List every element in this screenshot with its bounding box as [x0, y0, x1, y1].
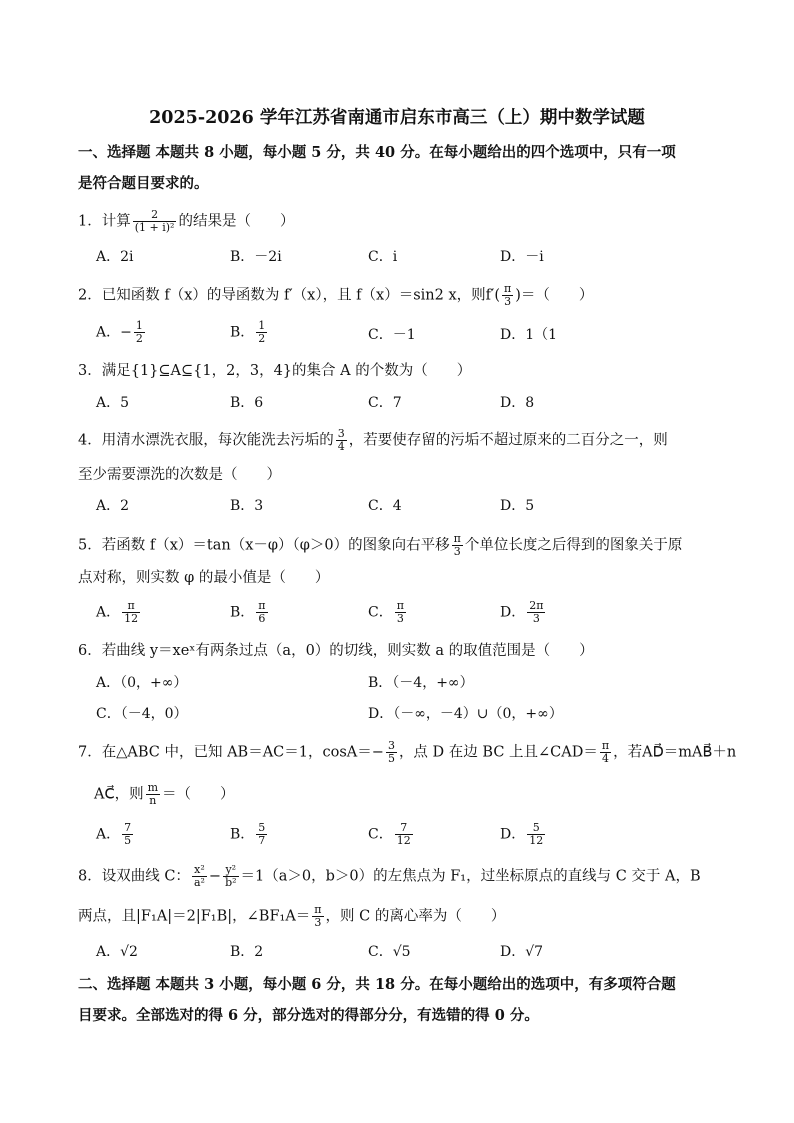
question-5: 5．若函数 f（x）＝tan（x－φ）（φ＞0）的图象向右平移 $\frac{\pi}{3}$ 个单位长度之后得到的图象关于原: [78, 532, 683, 558]
q2-suffix: )＝（ ）: [515, 287, 594, 304]
q1-prefix: 1．计算: [78, 213, 131, 230]
q7-option-c: C． $\frac{7}{12}$: [368, 821, 411, 847]
q3-option-d: D．8: [500, 395, 535, 411]
section2-heading-line2: 目要求。全部选对的得 6 分，部分选对的得部分分，有选错的得 0 分。: [78, 1007, 539, 1024]
q8-fraction-y: $\frac{\text{y²}}{\text{b²}}$: [225, 863, 237, 889]
question-6: 6．若曲线 y＝xeˣ有两条过点（a，0）的切线，则实数 a 的取值范围是（ ）: [78, 643, 594, 659]
q3-option-b: B．6: [230, 395, 264, 411]
q8-option-a: A．√2: [96, 944, 138, 960]
question-3: 3．满足{1}⊆A⊆{1，2，3，4}的集合 A 的个数为（ ）: [78, 363, 472, 379]
question-7-line2: AC⃗，则 $\frac{m}{n}$ ＝（ ）: [94, 781, 235, 807]
section1-heading-line1: 一、选择题 本题共 8 小题，每小题 5 分，共 40 分。在每小题给出的四个选项中，只有一项: [78, 144, 676, 161]
question-4-line2: 至少需要漂洗的次数是（ ）: [78, 467, 281, 483]
q7-option-a: A． $\frac{7}{5}$: [96, 821, 132, 847]
q7-option-b: B． $\frac{5}{7}$: [230, 821, 266, 847]
q1-option-d: D．－i: [500, 249, 544, 265]
q8-option-b: B．2: [230, 944, 264, 960]
q2-option-d: D．1（1: [500, 327, 558, 343]
q1-suffix: 的结果是（ ）: [178, 213, 295, 230]
page-title: 2025-2026 学年江苏省南通市启东市高三（上）期中数学试题: [149, 108, 645, 128]
q2-option-a: A．− $\frac{1}{2}$: [96, 319, 143, 345]
question-2: [78, 283, 593, 308]
q5-fraction: $\frac{\pi}{3}$: [453, 532, 461, 558]
question-5-line2: 点对称，则实数 φ 的最小值是（ ）: [78, 570, 330, 586]
q2-fraction: $\frac{\pi}{3}$: [503, 282, 512, 308]
q2-text: 2．已知函数 f（x）的导函数为 f′（x），且 f（x）＝sin2 x，则f′(: [78, 287, 500, 304]
q5-option-a: A． $\frac{\pi}{12}$: [96, 599, 139, 625]
section1-heading-line2: 是符合题目要求的。: [78, 175, 209, 192]
q6-option-a: A．（0，+∞）: [96, 675, 188, 691]
q1-option-a: A．2i: [96, 249, 134, 265]
q4-option-b: B．3: [230, 498, 264, 514]
question-1: [78, 209, 294, 234]
q4-option-d: D．5: [500, 498, 535, 514]
q8-option-d: D．√7: [500, 944, 544, 960]
question-7: 7．在△ABC 中，已知 AB＝AC＝1，cosA＝− $\frac{3}{5}$ ，点 D 在边 BC 上且∠CAD＝ $\frac{\pi}{4}$ ，若AD⃗＝mAB⃗＋n: [78, 739, 737, 765]
q4-fraction: $\frac{3}{4}$: [337, 427, 345, 453]
q7-fraction-mn: $\frac{m}{n}$: [147, 781, 159, 807]
q7-fraction-angle: $\frac{\pi}{4}$: [601, 739, 610, 765]
question-4: 4．用清水漂洗衣服，每次能洗去污垢的 $\frac{3}{4}$ ，若要使存留的污垢不超过原来的二百分之一，则: [78, 427, 668, 453]
q2-option-c: C．－1: [368, 327, 416, 343]
q1-option-c: C．i: [368, 249, 398, 265]
q7-option-d: D． $\frac{5}{12}$: [500, 821, 544, 847]
q5-option-c: C． $\frac{\pi}{3}$: [368, 599, 404, 625]
q6-option-c: C．（－4，0）: [96, 706, 188, 722]
question-8: 8．设双曲线 C： $\frac{\text{x²}}{\text{a²}}$ − $\frac{\text{y²}}{\text{b²}}$ ＝1（a＞0，b＞0）的左焦点为 F₁，过坐标原点的直线与 C 交于 A，B: [78, 863, 701, 889]
q3-option-a: A．5: [96, 395, 130, 411]
q6-option-b: B．（－4，+∞）: [368, 675, 474, 691]
q1-fraction: $\frac{2}{\text{(1 + i)²}}$: [134, 208, 175, 234]
q8-fraction-x: $\frac{\text{x²}}{\text{a²}}$: [193, 863, 205, 889]
q4-option-a: A．2: [96, 498, 130, 514]
q3-option-c: C．7: [368, 395, 402, 411]
q8-fraction-angle: $\frac{\pi}{3}$: [314, 903, 322, 929]
q7-fraction-cos: $\frac{3}{5}$: [387, 739, 395, 765]
section2-heading-line1: 二、选择题 本题共 3 小题，每小题 6 分，共 18 分。在每小题给出的选项中，有多项符合题: [78, 976, 676, 993]
question-8-line2: 两点，且|F₁A|＝2|F₁B|，∠BF₁A＝ $\frac{\pi}{3}$ ，则 C 的离心率为（ ）: [78, 903, 506, 929]
q2-option-b: B． $\frac{1}{2}$: [230, 319, 266, 345]
q4-option-c: C．4: [368, 498, 402, 514]
q5-option-b: B． $\frac{\pi}{6}$: [230, 599, 266, 625]
q6-option-d: D．（－∞，－4）∪（0，+∞）: [368, 706, 563, 722]
q5-option-d: D． $\frac{2\pi}{3}$: [500, 599, 544, 625]
q8-option-c: C．√5: [368, 944, 411, 960]
q1-option-b: B．－2i: [230, 249, 282, 265]
